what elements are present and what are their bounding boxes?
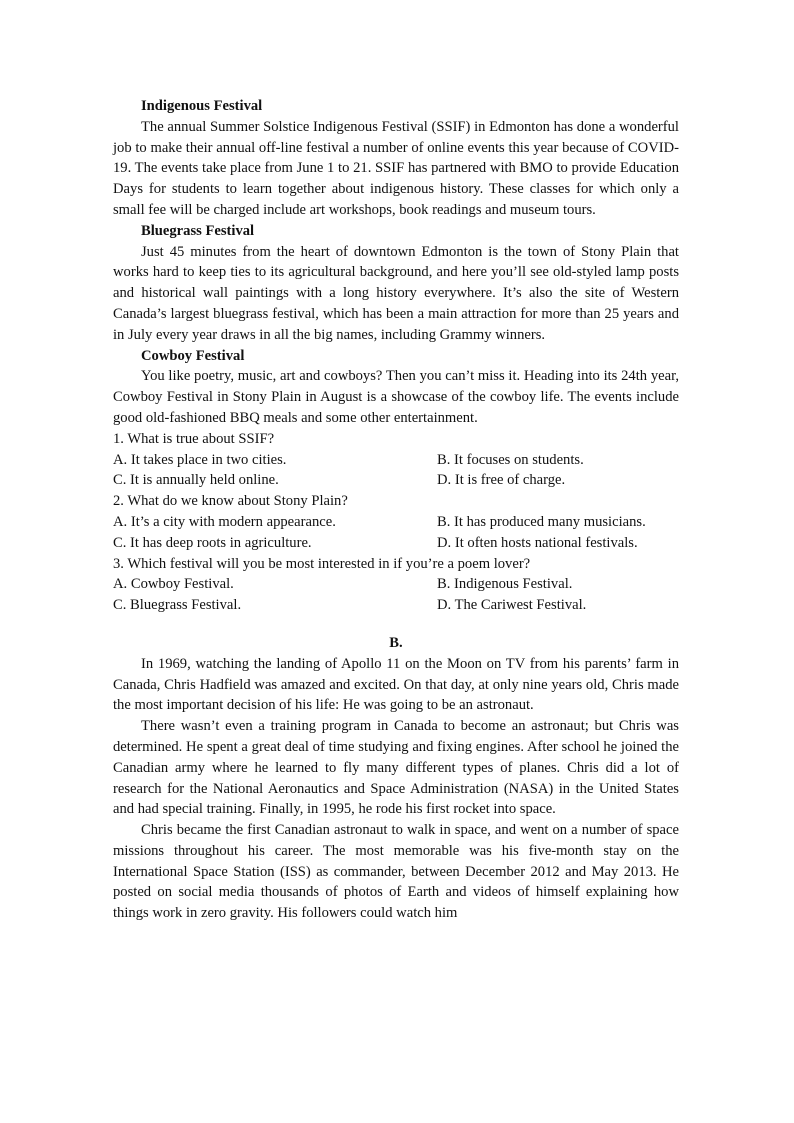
- question-3-option-b: B. Indigenous Festival.: [437, 576, 573, 593]
- section-b-paragraph-1: In 1969, watching the landing of Apollo 11 on the Moon on TV from his parents’ farm in Canada, Chris Hadfield was amazed and excited. On that day, at only nine years old, Chris made the most important decision of his life: He was going to be an astronaut.: [113, 655, 679, 714]
- question-2-option-c: C. It has deep roots in agriculture.: [113, 534, 312, 551]
- question-3-option-a: A. Cowboy Festival.: [113, 576, 234, 593]
- question-1-option-b: B. It focuses on students.: [437, 451, 584, 468]
- festival-heading-bluegrass: Bluegrass Festival: [141, 222, 255, 239]
- question-2-option-b: B. It has produced many musicians.: [437, 513, 646, 530]
- question-2-options: [113, 512, 679, 554]
- question-1-option-a: A. It takes place in two cities.: [113, 451, 287, 468]
- festival-text-cowboy: You like poetry, music, art and cowboys? Then you can’t miss it. Heading into its 24th year, Cowboy Festival in Stony Plain in August is a showcase of the cowboy life. The events include good old-fashioned BBQ meals and some other entertainment.: [113, 368, 679, 426]
- document-content: [113, 96, 679, 924]
- question-2-option-d: D. It often hosts national festivals.: [437, 534, 638, 551]
- festival-heading-indigenous: Indigenous Festival: [141, 98, 263, 114]
- question-1-option-c: C. It is annually held online.: [113, 472, 279, 489]
- question-2-stem: 2. What do we know about Stony Plain?: [113, 493, 348, 510]
- question-3-option-c: C. Bluegrass Festival.: [113, 597, 242, 614]
- festival-text-bluegrass: Just 45 minutes from the heart of downtown Edmonton is the town of Stony Plain that works hard to keep ties to its agricultural background, and here you’ll see old-styled lamp posts and historical wall paintings with a long history everywhere. It’s also the site of Western Canada’s largest bluegrass festival, which has been a main attraction for more than 25 years and in July every year draws in all the big names, including Grammy winners.: [113, 243, 679, 343]
- question-1-stem: 1. What is true about SSIF?: [113, 430, 275, 447]
- question-3-options: [113, 574, 679, 616]
- question-3-option-d: D. The Cariwest Festival.: [437, 597, 587, 614]
- festival-heading-cowboy: Cowboy Festival: [141, 347, 245, 364]
- section-b-paragraph-3: Chris became the first Canadian astronaut to walk in space, and went on a number of space missions throughout his career. The most memorable was his five-month stay on the International Space Station (ISS) as commander, between December 2012 and May 2013. He posted on social media thousands of photos of Earth and videos of himself explaining how things work in zero gravity. His followers could watch him: [113, 822, 679, 922]
- question-1-options: [113, 450, 679, 492]
- question-3-stem: 3. Which festival will you be most interested in if you’re a poem lover?: [113, 555, 531, 572]
- section-b-title: B.: [389, 634, 403, 651]
- section-b-paragraph-2: There wasn’t even a training program in Canada to become an astronaut; but Chris was determined. He spent a great deal of time studying and fixing engines. After school he joined the Canadian army where he learned to fly many different types of planes. Chris did a lot of research for the National Aeronautics and Space Administration (NASA) in the United States and had special training. Finally, in 1995, he rode his first rocket into space.: [113, 718, 679, 818]
- festival-text-indigenous: The annual Summer Solstice Indigenous Festival (SSIF) in Edmonton has done a wonderful job to make their annual off-line festival a number of online events this year because of COVID-19. The events take place from June 1 to 21. SSIF has partnered with BMO to provide Education Days for students to learn together about indigenous history. These classes for which only a small fee will be charged include art workshops, book readings and museum tours.: [113, 118, 679, 218]
- question-1-option-d: D. It is free of charge.: [437, 472, 566, 489]
- question-2-option-a: A. It’s a city with modern appearance.: [113, 513, 336, 530]
